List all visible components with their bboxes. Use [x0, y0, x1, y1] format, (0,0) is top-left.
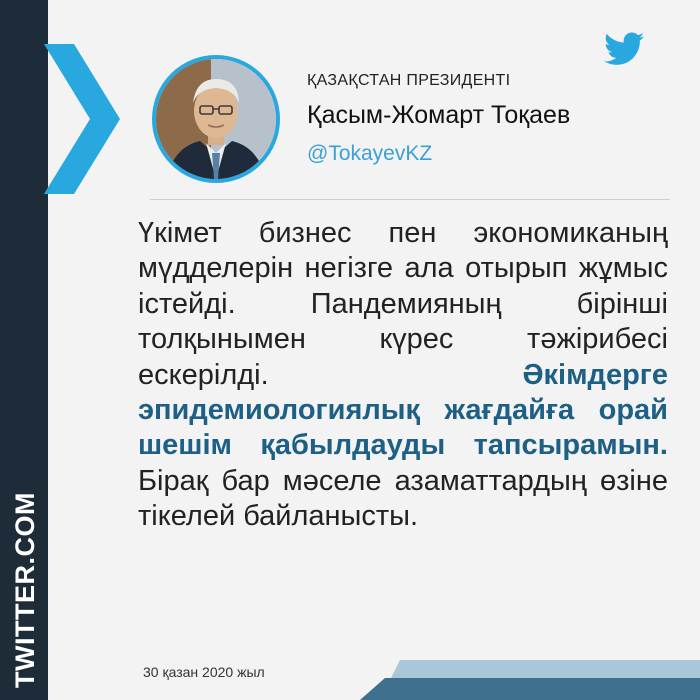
header-divider	[150, 199, 670, 200]
account-name: Қасым-Жомарт Тоқаев	[307, 101, 571, 129]
chevron-arrow-icon	[44, 44, 120, 194]
twitter-com-label: TWITTER.COM	[10, 492, 40, 688]
president-label: ҚАЗАҚСТАН ПРЕЗИДЕНТІ	[307, 72, 511, 89]
tweet-text	[138, 216, 668, 535]
bottom-decoration	[360, 660, 700, 700]
tweet-highlight: Әкімдерге эпидемиологиялық жағдайға орай шешім қабылдауды тапсырамын.	[138, 358, 668, 462]
portrait-image	[156, 59, 276, 179]
account-handle[interactable]: @TokayevKZ	[307, 142, 433, 165]
twitter-bird-icon	[604, 32, 644, 66]
avatar	[152, 55, 280, 183]
post-date: 30 қазан 2020 жыл	[143, 664, 265, 680]
tweet-text-part2: Бірақ бар мәселе азаматтардың өзіне тікелей байланысты.	[138, 464, 668, 533]
tweet-text-part1: Үкімет бизнес пен экономиканың мүдделерін негізге ала отырып жұмыс істейді. Пандемияның бірінші толқынымен күрес тәжірибесі ескерілді.	[138, 217, 668, 391]
